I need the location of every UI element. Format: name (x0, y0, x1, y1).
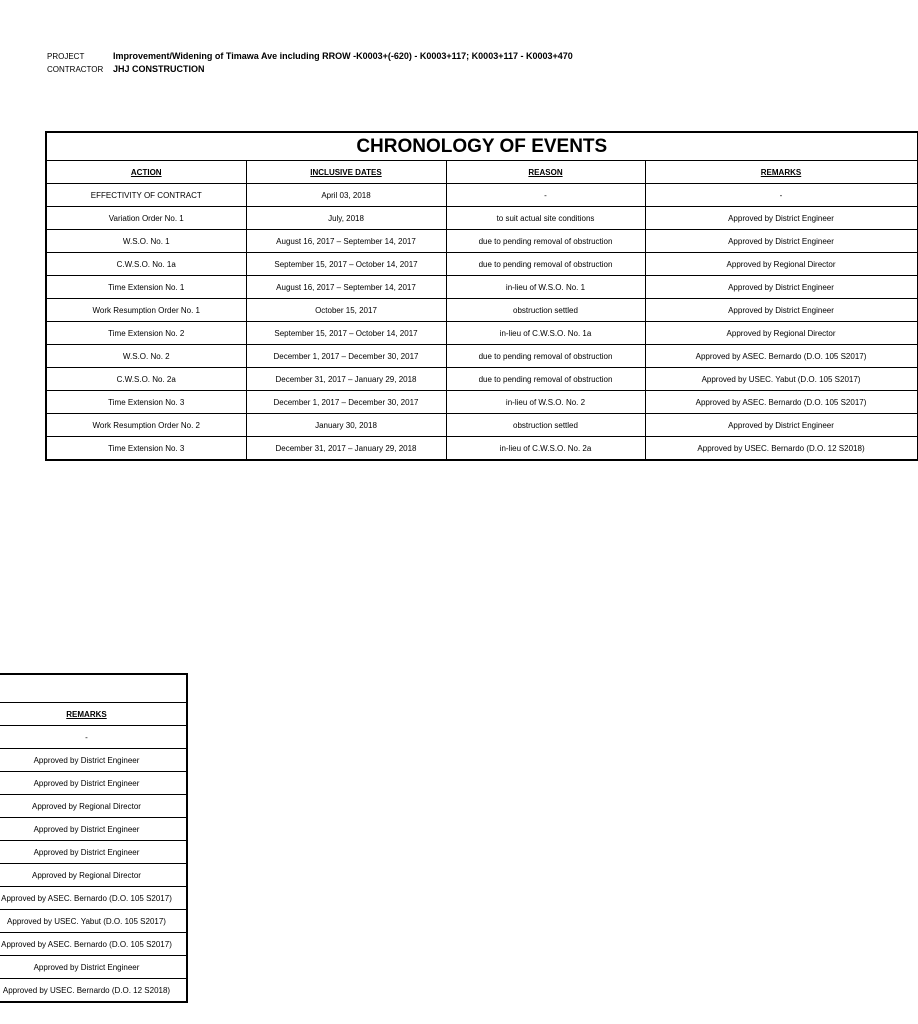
remarks-cell: Approved by Regional Director (645, 253, 917, 276)
reason-cell: - (446, 184, 645, 207)
remarks-row (0, 772, 187, 795)
column-header-remarks: REMARKS (645, 161, 917, 184)
reason-cell: due to pending removal of obstruction (446, 368, 645, 391)
remarks-table (0, 673, 188, 1003)
remarks-row (0, 795, 187, 818)
table-row (46, 345, 917, 368)
remarks-row (0, 749, 187, 772)
remarks-title-cell (0, 674, 187, 703)
remarks-cell: Approved by District Engineer (0, 818, 187, 841)
dates-cell: December 31, 2017 – January 29, 2018 (246, 437, 446, 461)
action-cell: Time Extension No. 3 (46, 391, 246, 414)
dates-cell: October 15, 2017 (246, 299, 446, 322)
table-row (46, 299, 917, 322)
reason-cell: due to pending removal of obstruction (446, 230, 645, 253)
table-row (46, 253, 917, 276)
remarks-row (0, 726, 187, 749)
action-cell: Time Extension No. 1 (46, 276, 246, 299)
remarks-cell: - (0, 726, 187, 749)
remarks-row (0, 864, 187, 887)
table-row (46, 437, 917, 461)
remarks-cell: Approved by USEC. Yabut (D.O. 105 S2017) (0, 910, 187, 933)
dates-cell: September 15, 2017 – October 14, 2017 (246, 253, 446, 276)
remarks-row (0, 956, 187, 979)
table-row (46, 391, 917, 414)
table-row (46, 230, 917, 253)
column-header-reason: REASON (446, 161, 645, 184)
table-row (46, 368, 917, 391)
reason-cell: in-lieu of C.W.S.O. No. 2a (446, 437, 645, 461)
table-row (46, 322, 917, 345)
project-line (47, 51, 573, 61)
remarks-cell: Approved by ASEC. Bernardo (D.O. 105 S2017) (645, 391, 917, 414)
table-row (46, 276, 917, 299)
dates-cell: December 31, 2017 – January 29, 2018 (246, 368, 446, 391)
action-cell: C.W.S.O. No. 2a (46, 368, 246, 391)
reason-cell: obstruction settled (446, 299, 645, 322)
table-row (46, 207, 917, 230)
action-cell: Time Extension No. 2 (46, 322, 246, 345)
dates-cell: July, 2018 (246, 207, 446, 230)
contractor-line (47, 64, 205, 74)
action-cell: Variation Order No. 1 (46, 207, 246, 230)
remarks-cell: Approved by District Engineer (645, 276, 917, 299)
action-cell: Work Resumption Order No. 2 (46, 414, 246, 437)
remarks-cell: Approved by District Engineer (0, 772, 187, 795)
action-cell: Time Extension No. 3 (46, 437, 246, 461)
table-row (46, 184, 917, 207)
table-row (46, 414, 917, 437)
project-value: Improvement/Widening of Timawa Ave including RROW -K0003+(-620) - K0003+117; K0003+117 - K0003+470 (113, 51, 573, 61)
contractor-label: CONTRACTOR (47, 65, 104, 74)
remarks-cell: Approved by District Engineer (0, 956, 187, 979)
remarks-cell: - (645, 184, 917, 207)
reason-cell: in-lieu of C.W.S.O. No. 1a (446, 322, 645, 345)
remarks-cell: Approved by District Engineer (645, 414, 917, 437)
remarks-column-page (0, 673, 189, 1007)
remarks-row (0, 818, 187, 841)
remarks-row (0, 910, 187, 933)
contractor-value: JHJ CONSTRUCTION (113, 64, 205, 74)
remarks-cell: Approved by Regional Director (645, 322, 917, 345)
remarks-cell: Approved by Regional Director (0, 795, 187, 818)
action-cell: EFFECTIVITY OF CONTRACT (46, 184, 246, 207)
remarks-cell: Approved by ASEC. Bernardo (D.O. 105 S2017) (0, 887, 187, 910)
reason-cell: due to pending removal of obstruction (446, 253, 645, 276)
remarks-row (0, 933, 187, 956)
dates-cell: August 16, 2017 – September 14, 2017 (246, 230, 446, 253)
remarks-cell: Approved by District Engineer (0, 749, 187, 772)
remarks-cell: Approved by ASEC. Bernardo (D.O. 105 S2017) (0, 933, 187, 956)
reason-cell: in-lieu of W.S.O. No. 1 (446, 276, 645, 299)
action-cell: Work Resumption Order No. 1 (46, 299, 246, 322)
reason-cell: obstruction settled (446, 414, 645, 437)
action-cell: W.S.O. No. 1 (46, 230, 246, 253)
column-header-action: ACTION (46, 161, 246, 184)
dates-cell: December 1, 2017 – December 30, 2017 (246, 345, 446, 368)
remarks-cell: Approved by ASEC. Bernardo (D.O. 105 S2017) (645, 345, 917, 368)
remarks-cell: Approved by District Engineer (0, 841, 187, 864)
dates-cell: January 30, 2018 (246, 414, 446, 437)
chronology-table (45, 131, 918, 461)
remarks-cell: Approved by Regional Director (0, 864, 187, 887)
remarks-cell: Approved by District Engineer (645, 207, 917, 230)
remarks-cell: Approved by USEC. Yabut (D.O. 105 S2017) (645, 368, 917, 391)
remarks-row (0, 887, 187, 910)
remarks-cell: Approved by District Engineer (645, 230, 917, 253)
table-title: CHRONOLOGY OF EVENTS (46, 132, 917, 161)
project-label: PROJECT (47, 52, 85, 61)
remarks-cell: Approved by District Engineer (645, 299, 917, 322)
reason-cell: to suit actual site conditions (446, 207, 645, 230)
column-header-dates: INCLUSIVE DATES (246, 161, 446, 184)
remarks-cell: Approved by USEC. Bernardo (D.O. 12 S2018) (645, 437, 917, 461)
action-cell: C.W.S.O. No. 1a (46, 253, 246, 276)
chronology-table-page (45, 131, 867, 463)
reason-cell: in-lieu of W.S.O. No. 2 (446, 391, 645, 414)
remarks-cell: Approved by USEC. Bernardo (D.O. 12 S2018) (0, 979, 187, 1003)
dates-cell: December 1, 2017 – December 30, 2017 (246, 391, 446, 414)
dates-cell: April 03, 2018 (246, 184, 446, 207)
remarks-row (0, 979, 187, 1003)
action-cell: W.S.O. No. 2 (46, 345, 246, 368)
dates-cell: September 15, 2017 – October 14, 2017 (246, 322, 446, 345)
dates-cell: August 16, 2017 – September 14, 2017 (246, 276, 446, 299)
reason-cell: due to pending removal of obstruction (446, 345, 645, 368)
remarks-header: REMARKS (0, 703, 187, 726)
remarks-row (0, 841, 187, 864)
